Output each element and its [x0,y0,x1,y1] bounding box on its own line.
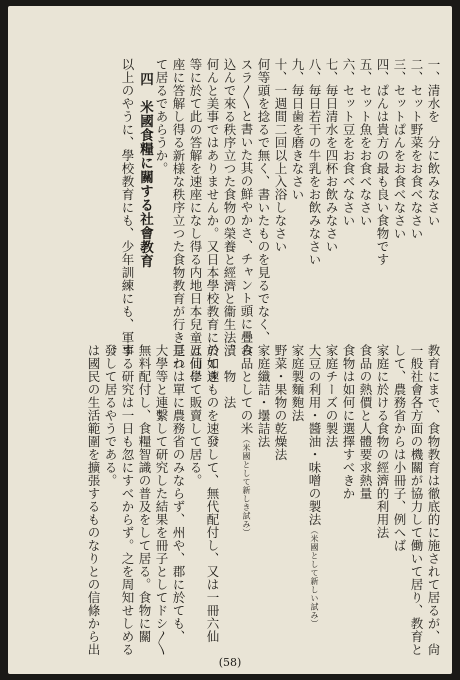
text-line: 何等頭を捻るで無く、書いたものを見るでなく、 [256,58,271,344]
text-line: て居るであらうか。 [154,58,169,175]
text-line: 三、セットぱんをお食べなさい [392,58,407,240]
text-line: 五、セット魚をお食べなさい [358,58,373,227]
book-page [8,6,452,674]
soy-note: （米國として新しい試み） [310,526,319,628]
text-line: 六、セット豆をお食べなさい [341,58,356,227]
rice-note: （米國として新しき試み） [242,435,251,537]
text-line: 食品の熱價と人體要求熱量 [358,344,373,500]
text-line: 二、セット野菜をお食べなさい [409,58,424,240]
text-line: 家庭チーズの製法 [324,344,339,448]
soy-line-text: 大豆の利用・醬油・味噌の製法 [307,344,322,526]
text-line: 一、清水を 分に飲みなさい [426,58,441,227]
text-line: 漬 物 法 [222,344,237,409]
text-line: スラ〳〵と書いた其の鮮やかさ、チャント頭に疊み [239,58,254,357]
text-line: は國民の生活範圍を擴張するものなりとの信條から出 [86,344,101,656]
text-line: 家庭製麵麭法 [290,344,305,422]
text-line: 何んと美事ではありませんか。又日本學校教育に於て速 [205,58,220,383]
text-line: 等に於て此の答解を速座になし得る内地日本兒童は何學 [188,58,203,383]
text-line: 家庭纖詰・壜詰法 [256,344,271,448]
text-line: 以上のやうに、學校教育にも、少年訓練にも、軍事 [120,58,135,357]
text-line: 七、毎日清水を四杯お飲みなさい [324,58,339,253]
text-line: 四、ぱんは貴方の最も良い食物です [375,58,390,266]
rice-line-text: 食品としての米 [239,344,254,435]
text-line: して、農務省からは小冊子、例へば [392,344,407,552]
text-line: 五仙にて販賣して居る。 [188,344,203,487]
text-line: 食物は如何に選擇すべきか [341,344,356,500]
text-line: 十、一週間二回以上入浴しなさい [273,58,288,253]
text-line: 野菜・果物の乾燥法 [273,344,288,461]
text-line: の如きものを速發して、無代配付し、又は一冊六仙 [205,344,220,643]
text-line: 發して居るやうである。 [103,344,118,487]
text-line: 大學等と連繫して研究した結果を冊子としてドシ〳〵 [154,344,169,656]
text-line: 座に答解し得る新様な秩序立つた食物教育が行き亘つ [171,58,186,370]
text-line [238,344,255,644]
text-line: 九、毎日歯を磨きなさい [290,58,305,201]
text-line: 八、毎日若干の牛乳をお飲みなさい [307,58,322,266]
text-line: 家庭に於ける食物の經濟的利用法 [375,344,390,539]
text-line: 是れは單に農務省のみならず、州や、郡に於ても、 [171,344,186,643]
lower-text-block [34,344,442,656]
text-line [306,344,323,644]
page-number: (58) [218,656,242,669]
text-line: する研究は一日も忽にすべからず。之を周知せしめる [120,344,135,656]
text-line: 無料配付し、食糧智識の普及をして居る。食物に關 [137,344,152,643]
section-heading: 四 米國食糧に關する社會教育 [137,58,153,268]
text-line: 教育にまで、食物教育は徹底的に施されて居るが、尙 [426,344,441,656]
text-line: 込んで來る秩序立つた食物の榮養と經濟と衞生法、 [222,58,237,357]
text-line: 一般社會各方面の機關が協力して働いて居り、教育と [409,344,424,656]
